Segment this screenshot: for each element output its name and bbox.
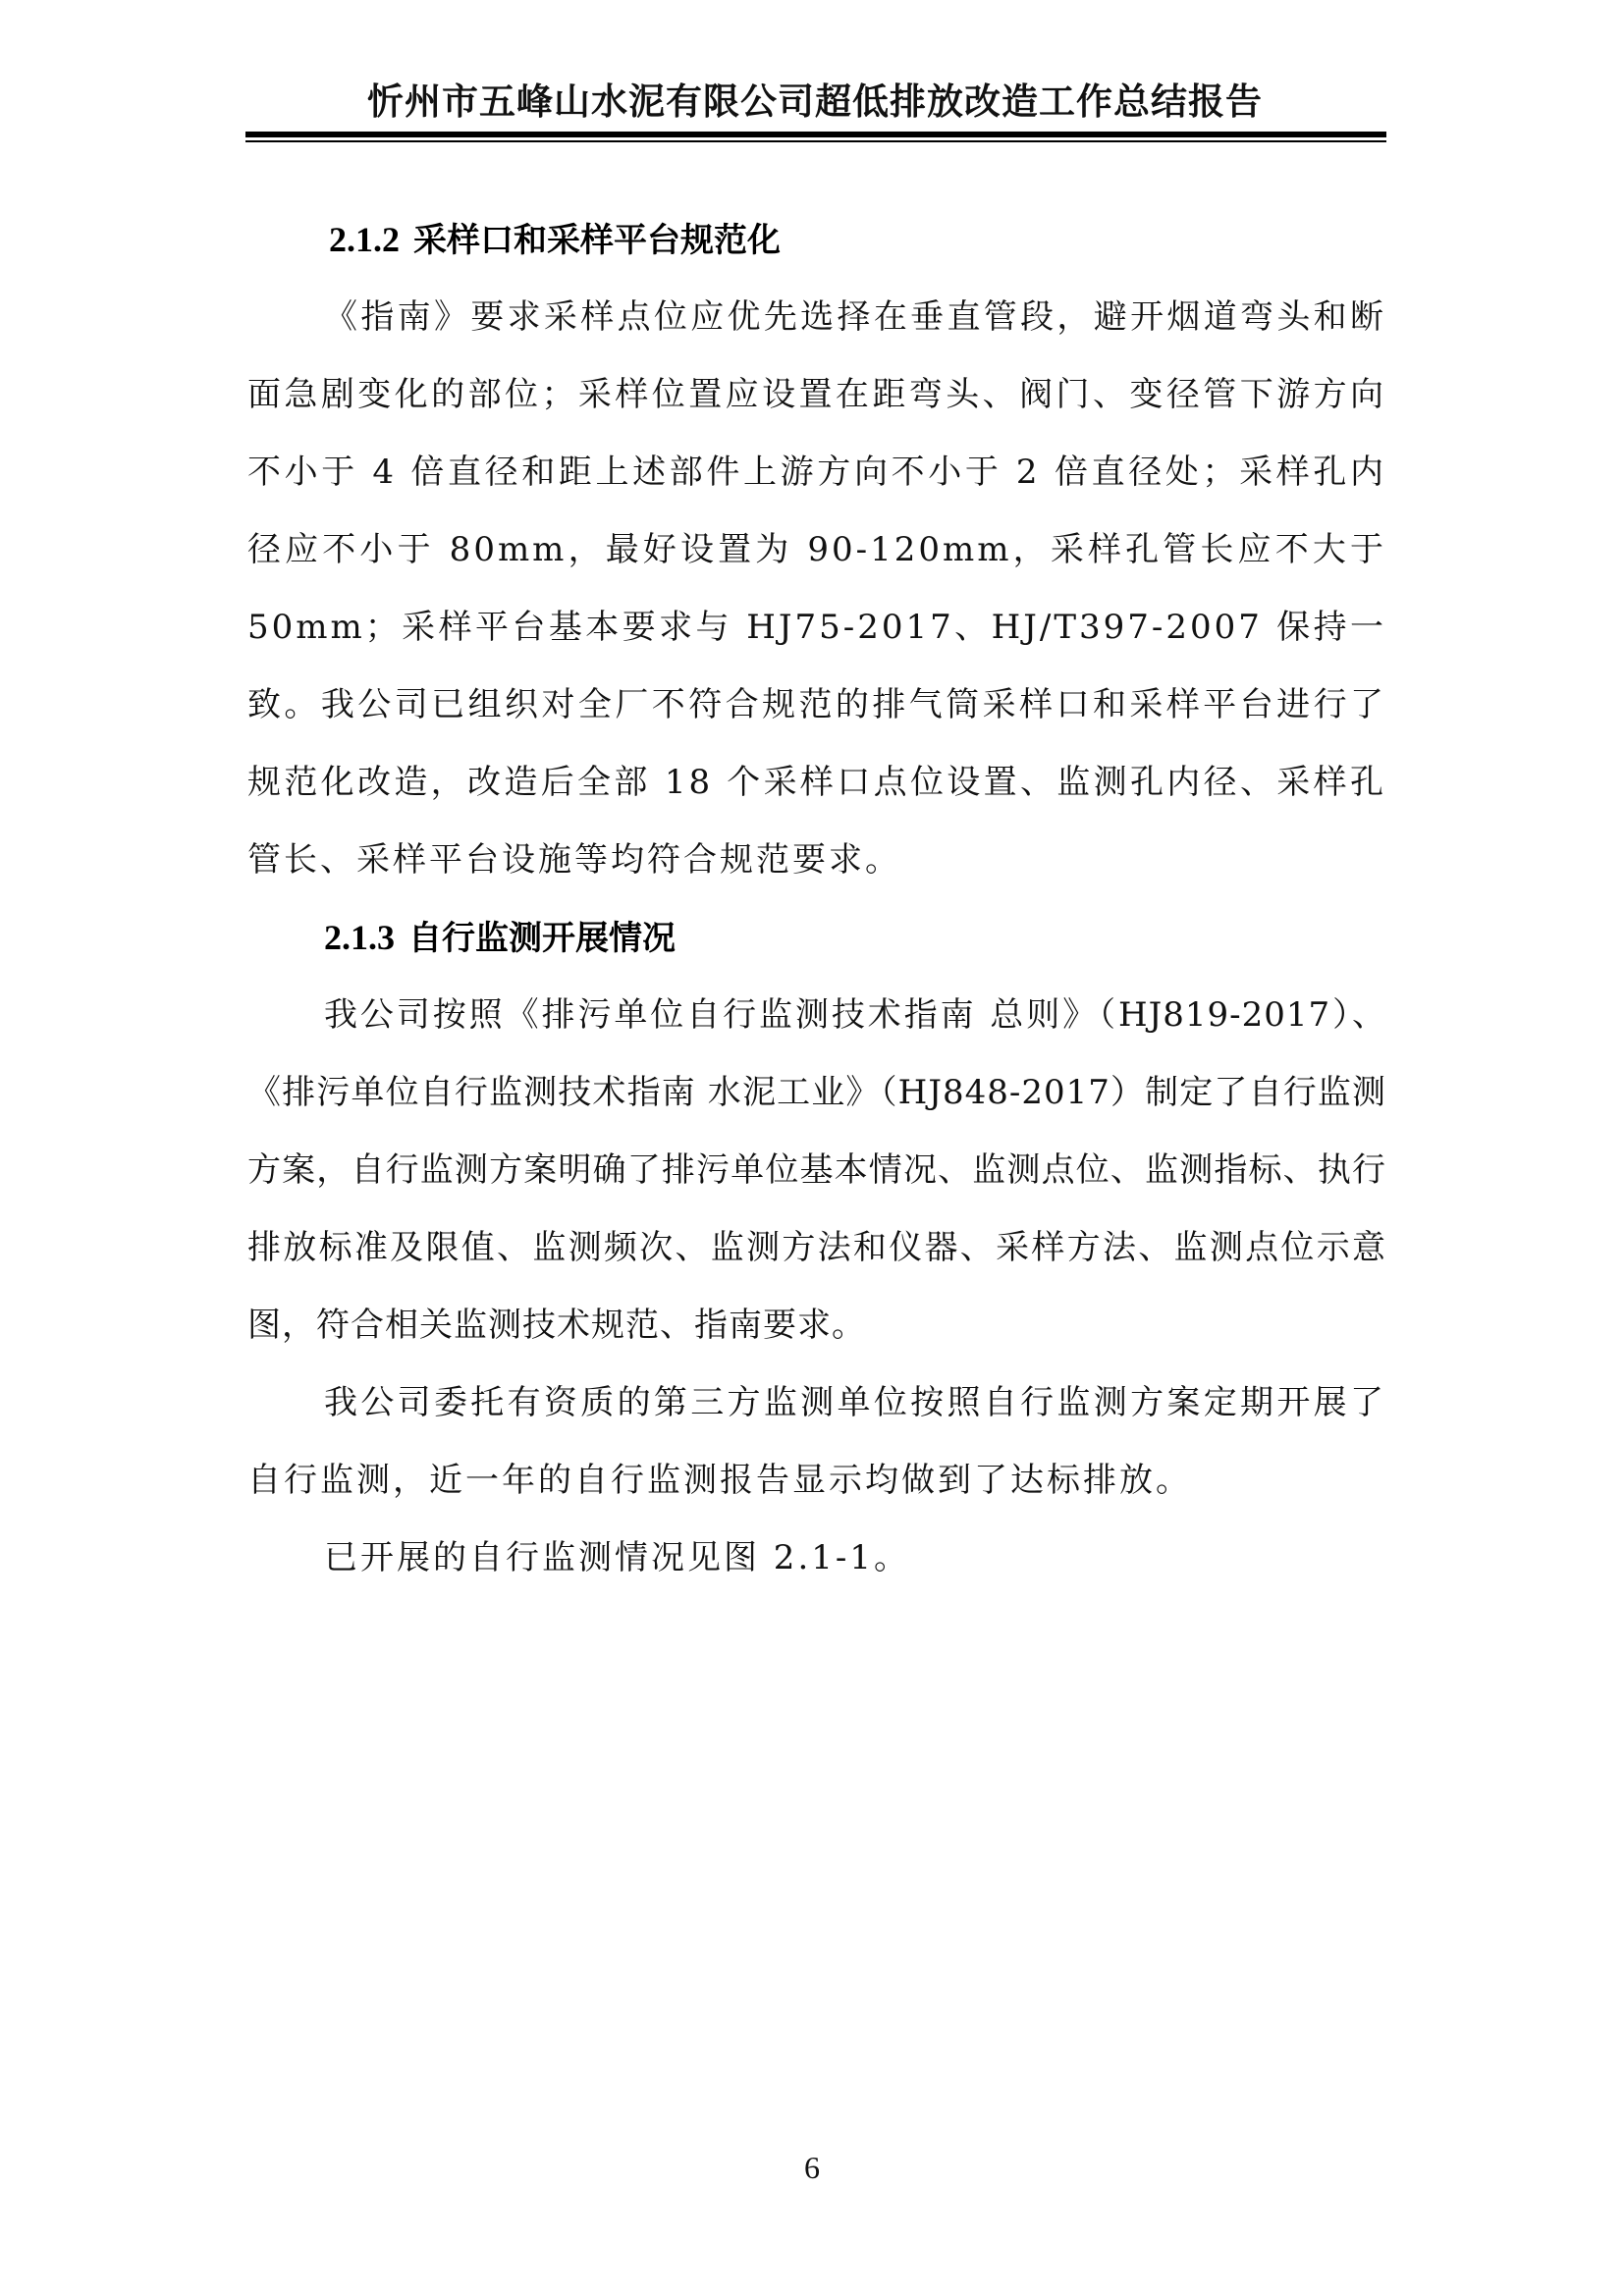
section-title: 采样口和采样平台规范化 bbox=[413, 221, 781, 260]
page-number: 6 bbox=[804, 2150, 820, 2185]
paragraph-figure-reference: 已开展的自行监测情况见图 2.1-1。 bbox=[324, 1538, 910, 1577]
document-body bbox=[247, 201, 1386, 1597]
paragraph-sampling-requirements: 《指南》要求采样点位应优先选择在垂直管段，避开烟道弯头和断面急剧变化的部位；采样位置应设置在距弯头、阀门、变径管下游方向不小于 4 倍直径和距上述部件上游方向不小于 2 倍直径处；采样孔内径应不小于 80mm，最好设置为 90-120mm，采样孔管长应不大于 50mm；采样平台基本要求与 HJ75-2017、HJ/T397-2007 保持一致。我公司已组织对全厂不符合规范的排气筒采样口和采样平台进行了规范化改造，改造后全部 18 个采样口点位设置、监测孔内径、采样孔管长、采样平台设施等均符合规范要求。 bbox=[247, 297, 1386, 880]
section-number: 2.1.2 bbox=[329, 220, 400, 259]
section-heading-2-1-2 bbox=[247, 201, 1386, 279]
running-header-title: 忻州市五峰山水泥有限公司超低排放改造工作总结报告 bbox=[367, 80, 1263, 123]
paragraph-third-party-monitoring: 我公司委托有资质的第三方监测单位按照自行监测方案定期开展了自行监测，近一年的自行监测报告显示均做到了达标排放。 bbox=[247, 1383, 1386, 1500]
header-rule-thick bbox=[245, 132, 1386, 137]
section-heading-2-1-3 bbox=[247, 899, 1386, 977]
paragraph-monitoring-plan: 我公司按照《排污单位自行监测技术指南 总则》（HJ819-2017）、《排污单位自行监测技术指南 水泥工业》（HJ848-2017）制定了自行监测方案，自行监测方案明确了排污单位基本情况、监测点位、监测指标、执行排放标准及限值、监测频次、监测方法和仪器、采样方法、监测点位示意图，符合相关监测技术规范、指南要求。 bbox=[247, 995, 1386, 1345]
section-number: 2.1.3 bbox=[324, 918, 395, 957]
section-title: 自行监测开展情况 bbox=[408, 919, 676, 958]
header-rule-thin bbox=[245, 140, 1386, 142]
